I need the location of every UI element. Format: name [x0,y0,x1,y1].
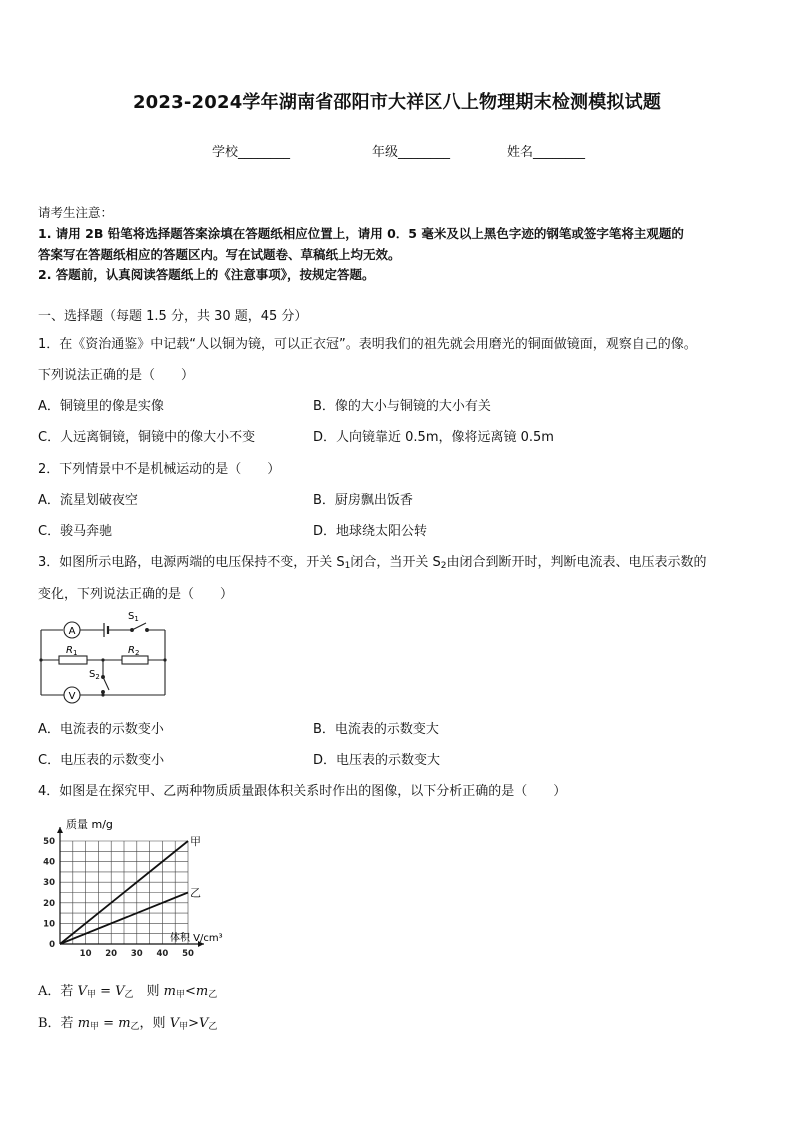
y-tick-label: 40 [43,857,55,868]
y-tick-label: 0 [49,940,55,950]
grade-field: 年级________ [372,145,451,160]
x-axis-label: 体积 V/cm³ [170,933,223,944]
q1-option-a: A．铜镜里的像是实像 [38,399,164,414]
switch-s1-label: $S_1$ [128,611,139,623]
q3-option-b: B．电流表的示数变大 [313,722,439,737]
q2-option-d: D．地球绕太阳公转 [313,524,428,539]
x-tick-label: 40 [156,949,169,959]
y-tick-label: 20 [43,898,55,909]
q3-option-a: A．电流表的示数变小 [38,722,164,737]
circuit-diagram [36,606,170,706]
name-field: 姓名________ [507,145,586,160]
y-tick-label: 50 [43,837,55,847]
q3-stem-line2: 变化，下列说法正确的是（ ） [38,587,234,602]
ammeter-label: A [68,626,76,637]
notice-line-3: 2. 答题前，认真阅读答题纸上的《注意事项》，按规定答题。 [38,267,375,282]
page-title: 2023-2024学年湖南省邵阳市大祥区八上物理期末检测模拟试题 [132,92,662,113]
y-tick-label: 30 [43,878,55,889]
q1-option-d: D．人向镜靠近 0.5m，像将远离镜 0.5m [313,430,554,445]
y-axis-arrow [57,827,63,833]
section-heading: 一、选择题（每题 1.5 分，共 30 题，45 分） [38,309,308,324]
switch-s2-label: $S_2$ [89,669,100,681]
resistor-r2-label: $R_2$ [128,645,140,657]
notice-line-2: 答案写在答题纸相应的答题区内。写在试题卷、草稿纸上均无效。 [38,247,401,262]
q1-stem-line2: 下列说法正确的是（ ） [38,368,195,383]
y-tick-label: 10 [43,919,55,930]
q3-option-d: D．电压表的示数变大 [313,753,441,768]
x-tick-label: 20 [105,949,118,959]
y-axis-label: 质量 m/g [66,818,113,831]
x-tick-label: 10 [79,949,92,959]
q4-stem: 4．如图是在探究甲、乙两种物质质量跟体积关系时作出的图像，以下分析正确的是（ ） [38,784,567,799]
notice-line-1: 1. 请用 2B 铅笔将选择题答案涂填在答题纸相应位置上，请用 0．5 毫米及以上黑色字迹的钢笔或签字笔将主观题的 [38,226,684,241]
q4-option-a: A．若 $V_甲 = V_乙$ 则 $m_甲<m_乙$ [38,984,218,1000]
q2-option-a: A．流星划破夜空 [38,493,138,508]
series-label: 乙 [190,886,201,900]
q4-option-b: B．若 $m_甲 = m_乙$，则 $V_甲>V_乙$ [38,1016,218,1032]
q2-option-b: B．厨房飘出饭香 [313,493,413,508]
mass-volume-chart [34,810,234,966]
voltmeter-label: V [68,691,76,702]
q1-stem-line1: 1．在《资治通鉴》中记载“人以铜为镜，可以正衣冠”。表明我们的祖先就会用磨光的铜面做镜面，观察自己的像。 [38,337,697,352]
series-label: 甲 [190,835,201,848]
q3-option-c: C．电压表的示数变小 [38,753,165,768]
q1-option-b: B．像的大小与铜镜的大小有关 [313,399,491,414]
q2-stem: 2．下列情景中不是机械运动的是（ ） [38,462,281,477]
x-tick-label: 30 [130,949,143,959]
x-tick-label: 50 [182,949,194,959]
resistor-r1-label: $R_1$ [66,645,78,657]
q3-stem-line1: 3．如图所示电路，电源两端的电压保持不变，开关 $S_1$闭合，当开关 $S_2$由闭合到断开时，判断电流表、电压表示数的 [38,555,707,571]
q2-option-c: C．骏马奔驰 [38,524,113,539]
notice-heading: 请考生注意： [38,205,114,220]
school-field: 学校________ [212,145,291,160]
q1-option-c: C．人远离铜镜，铜镜中的像大小不变 [38,430,256,445]
